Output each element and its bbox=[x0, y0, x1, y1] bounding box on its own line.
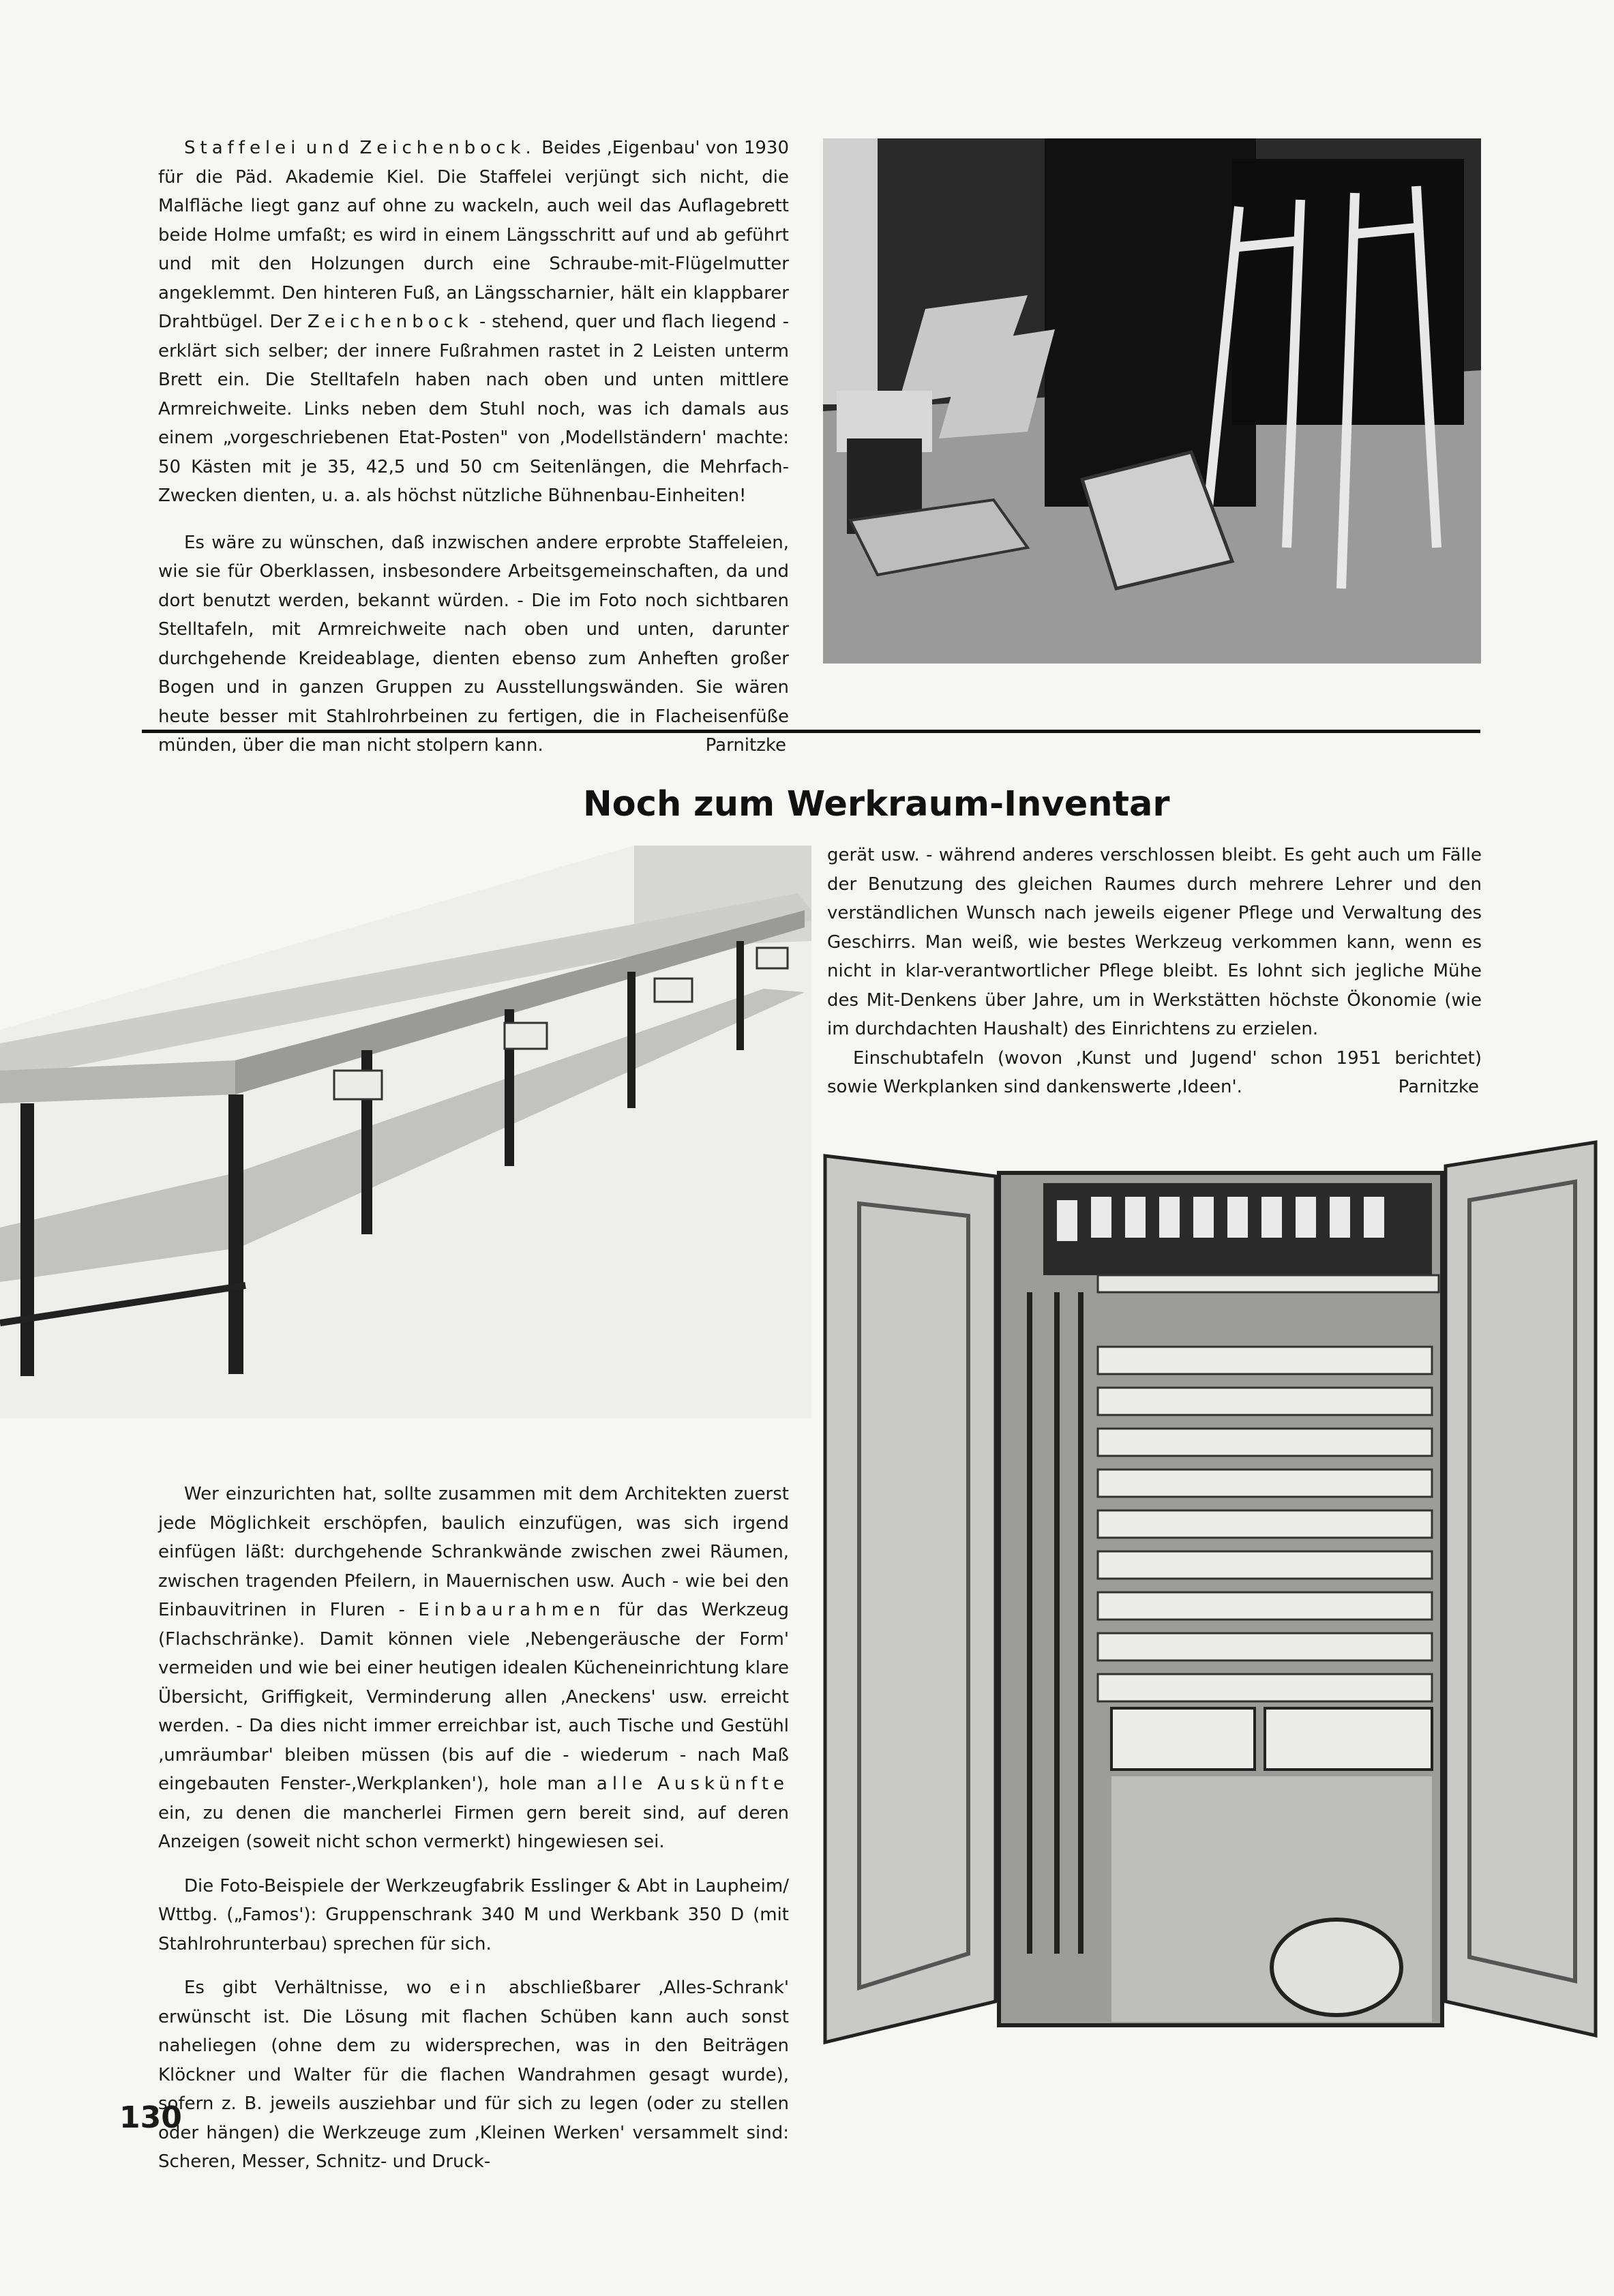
photo-tool-cabinet bbox=[811, 1135, 1602, 2070]
page-headline: Noch zum Werkraum-Inventar bbox=[583, 784, 1170, 824]
article2-right-paragraph-1: gerät usw. - während anderes verschlossen bleibt. Es geht auch um Fälle der Benutzung des gleichen Raumes durch mehrere Lehrer und den verständlichen Wunsch nach jeweils eigener Pflege und Verwaltung des Geschirrs. Man weiß, wie bestes Werkzeug verkommen kann, wenn es nicht in klar-verantwortlicher Pflege bleibt. Es lohnt sich jegliche Mühe des Mit-Denkens über Jahre, um in Werkstätten höchste Ökonomie (wie im durchdachten Haushalt) des Einrichtens zu erzielen. bbox=[827, 845, 1482, 1039]
section-divider bbox=[142, 730, 1480, 733]
article2-left-paragraph-3: Es gibt Verhältnisse, wo ein abschließbarer ‚Alles-Schrank' erwünscht ist. Die Lösung mit flachen Schüben kann auch sonst naheliegen (ohne dem zu widersprechen, was in den Beiträgen Klöckner und Walter für die flachen Wandrahmen gesagt wurde), sofern z. B. jeweils ausziehbar und für sich zu legen (oder zu stellen oder hängen) die Werkzeuge zum ‚Kleinen Werken' versammelt sind: Scheren, Messer, Schnitz- und Druck- bbox=[158, 1978, 790, 2172]
article1-column bbox=[158, 134, 789, 760]
article2-signature: Parnitzke bbox=[1398, 1077, 1479, 1097]
article2-left-column bbox=[158, 1480, 789, 2177]
article1-signature: Parnitzke bbox=[705, 735, 786, 756]
article2-right-paragraph-2: Einschubtafeln (wovon ‚Kunst und Jugend' schon 1951 berichtet) sowie Werkplanken sind dankenswerte ‚Ideen'. Parnitzke bbox=[827, 1044, 1482, 1102]
article2-right-column bbox=[827, 841, 1482, 1102]
photo-workbench bbox=[0, 846, 811, 1418]
article2-left-paragraph-2: Die Foto-Beispiele der Werkzeugfabrik Esslinger & Abt in Laupheim/ Wttbg. („Famos'): Gruppenschrank 340 M und Werkbank 350 D (mit Stahlrohrunterbau) sprechen für sich. bbox=[158, 1875, 789, 1954]
article1-paragraph-2: Es wäre zu wünschen, daß inzwischen andere erprobte Staffeleien, wie sie für Oberklassen, insbesondere Arbeitsgemeinschaften, da und dort benutzt werden, bekannt würden. - Die im Foto noch sichtbaren Stelltafeln, mit Armreichweite nach oben und unten, darunter durchgehende Kreideablage, dienten ebenso zum Anheften großer Bogen und in ganzen Gruppen zu Ausstellungswänden. Sie wären heute besser mit Stahlrohrbeinen zu fertigen, die in Flacheisenfüße münden, über die man nicht stolpern kann. Parnitzke bbox=[158, 528, 789, 760]
article1-paragraph-1: Staffelei und Zeichenbock. Beides ‚Eigenbau' von 1930 für die Päd. Akademie Kiel. Die Staffelei verjüngt sich nicht, die Malfläche liegt ganz auf ohne zu wackeln, auch weil das Auflagebrett beide Holme umfaßt; es wird in einem Längsschritt auf und ab geführt und mit den Holzungen durch eine Schraube-mit-Flügelmutter angeklemmt. Den hinteren Fuß, an Längsscharnier, hält ein klappbarer Drahtbügel. Der Zeichenbock - stehend, quer und flach liegend - erklärt sich selber; der innere Fußrahmen rastet in 2 Leisten unterm Brett ein. Die Stelltafeln haben nach oben und unten mittlere Armreichweite. Links neben dem Stuhl noch, was ich damals aus einem „vorgeschriebenen Etat-Posten" von ‚Modellständern' machte: 50 Kästen mit je 35, 42,5 und 50 cm Seitenlängen, die Mehrfach-Zwecken dienten, u. a. als höchst nützliche Bühnenbau-Einheiten! bbox=[158, 138, 790, 506]
photo-easel-and-drawing-trestle bbox=[823, 138, 1481, 664]
article2-left-paragraph-1: Wer einzurichten hat, sollte zusammen mit dem Architekten zuerst jede Möglichkeit erschöpfen, baulich einzufügen, was sich irgend einfügen läßt: durchgehende Schrankwände zwischen zwei Räumen, zwischen tragenden Pfeilern, in Mauernischen usw. Auch - wie bei den Einbauvitrinen in Fluren - Einbaurahmen für das Werkzeug (Flachschränke). Damit können viele ‚Nebengeräusche der Form' vermeiden und wie bei einer heutigen idealen Kücheneinrichtung klare Übersicht, Griffigkeit, Verminderung allen ‚Aneckens' usw. erreicht werden. - Da dies nicht immer erreichbar ist, auch Tische und Gestühl ‚umräumbar' bleiben müssen (bis auf die - wiederum - nach Maß eingebauten Fenster-‚Werkplanken'), hole man alle Auskünfte ein, zu denen die mancherlei Firmen gern bereit sind, auf deren Anzeigen (soweit nicht schon vermerkt) hingewiesen sei. bbox=[158, 1484, 790, 1852]
page-number: 130 bbox=[119, 2100, 182, 2135]
